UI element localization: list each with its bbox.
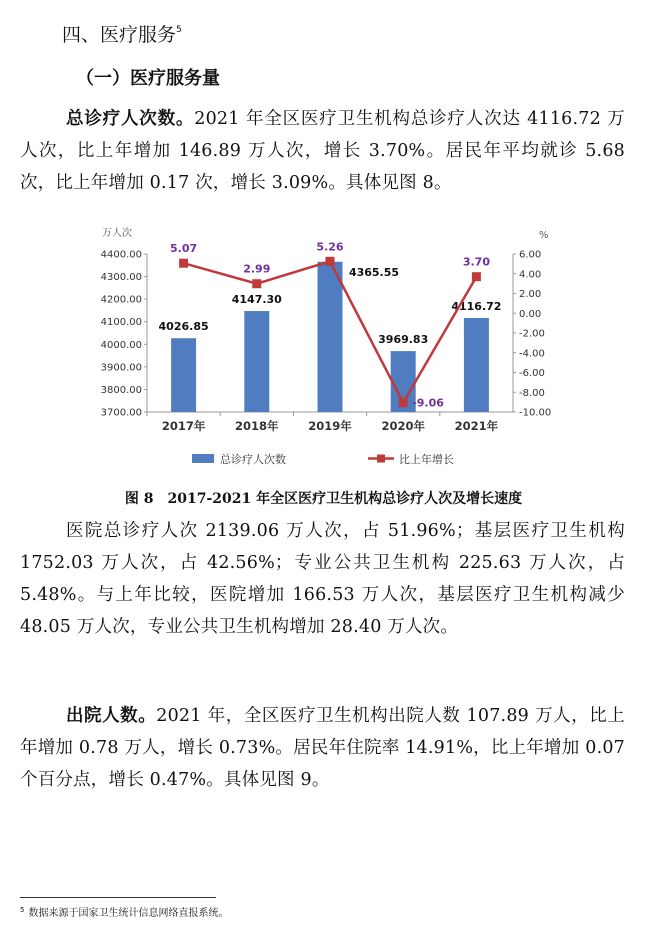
x-tick-label: 2017年	[161, 419, 206, 433]
growth-value-label: 5.26	[316, 240, 344, 254]
footnote	[20, 904, 228, 919]
visits-growth-chart	[90, 222, 580, 472]
bar-visits	[244, 311, 269, 412]
paragraph-lead: 总诊疗人次数。	[66, 109, 195, 129]
footnote-mark: 5	[20, 906, 25, 914]
x-tick-label: 2020年	[381, 419, 425, 433]
x-tick-label: 2019年	[308, 419, 352, 433]
footnote-divider	[20, 897, 216, 898]
legend-label-visits: 总诊疗人次数	[220, 453, 286, 466]
footnote-text: 数据来源于国家卫生统计信息网络直报系统。	[28, 908, 229, 919]
bar-value-label: 4365.55	[348, 265, 400, 279]
growth-value-label: 3.70	[462, 255, 490, 269]
x-tick-label: 2021年	[454, 419, 499, 433]
left-tick-label: 4200.00	[100, 294, 142, 306]
left-tick-label: 3800.00	[100, 384, 142, 396]
right-tick-label: -4.00	[519, 348, 545, 360]
growth-value-label: -9.06	[412, 396, 444, 410]
left-tick-label: 4300.00	[100, 272, 142, 284]
bar-value-label: 4026.85	[158, 320, 209, 334]
right-tick-label: -6.00	[519, 368, 545, 379]
paragraph-discharges	[20, 700, 625, 796]
x-tick-label: 2018年	[235, 419, 279, 433]
growth-value-label: 2.99	[243, 262, 271, 276]
bar-value-label: 3969.83	[378, 333, 429, 347]
left-axis-unit: 万人次	[102, 228, 132, 239]
right-tick-label: -8.00	[519, 387, 545, 399]
section-title: 四、医疗服务	[62, 24, 177, 46]
bar-visits	[464, 318, 489, 412]
growth-point	[252, 279, 261, 288]
growth-point	[326, 257, 335, 266]
paragraph-body: 2021 年全区医疗卫生机构总诊疗人次达 4116.72 万人次，比上年增加 146.89 万人次，增长 3.70%。居民年平均就诊 5.68 次，比上年增加 0.17 次，增长 3.09%。具体见图 8。	[20, 109, 626, 193]
left-tick-label: 4100.00	[100, 317, 142, 329]
paragraph-outpatient-visits	[20, 103, 625, 199]
footnote-ref[interactable]: 5	[176, 25, 182, 35]
left-tick-label: 3900.00	[100, 362, 142, 374]
bar-visits	[171, 338, 196, 412]
paragraph-lead: 出院人数。	[66, 706, 157, 726]
legend-swatch-visits	[192, 454, 214, 463]
growth-value-label: 5.07	[170, 242, 198, 256]
right-tick-label: 2.00	[519, 289, 542, 300]
left-tick-label: 4400.00	[100, 249, 142, 261]
right-tick-label: 6.00	[519, 249, 542, 261]
right-tick-label: -2.00	[519, 328, 545, 340]
right-tick-label: 4.00	[519, 269, 542, 281]
left-tick-label: 3700.00	[100, 407, 142, 419]
bar-visits	[318, 262, 343, 412]
paragraph-body: 2021 年，全区医疗卫生机构出院人数 107.89 万人，比上年增加 0.78 万人，增长 0.73%。居民年住院率 14.91%，比上年增加 0.07 个百分点，增长 0.47%。具体见图 9。	[20, 706, 626, 790]
right-tick-label: -10.00	[519, 407, 552, 419]
figure-caption: 图 8 2017-2021 年全区医疗卫生机构总诊疗人次及增长速度	[124, 491, 523, 507]
right-tick-label: 0.00	[519, 308, 542, 320]
section-heading	[62, 20, 182, 47]
growth-point	[399, 398, 408, 407]
subsection-heading: （一）医疗服务量	[76, 68, 220, 89]
bar-value-label: 4116.72	[451, 299, 502, 313]
legend-label-growth: 比上年增长	[399, 453, 454, 466]
right-axis-unit: %	[539, 230, 549, 241]
paragraph-visit-breakdown: 医院总诊疗人次 2139.06 万人次，占 51.96%；基层医疗卫生机构 1752.03 万人次，占 42.56%；专业公共卫生机构 225.63 万人次，占 5.48%。与上年比较，医院增加 166.53 万人次，基层医疗卫生机构减少 48.05 万人次，专业公共卫生机构增加 28.40 万人次。	[20, 521, 625, 637]
growth-point	[472, 272, 481, 281]
left-tick-label: 4000.00	[100, 339, 142, 351]
legend-marker-growth	[377, 455, 385, 463]
bar-value-label: 4147.30	[231, 293, 282, 307]
growth-point	[179, 259, 188, 268]
